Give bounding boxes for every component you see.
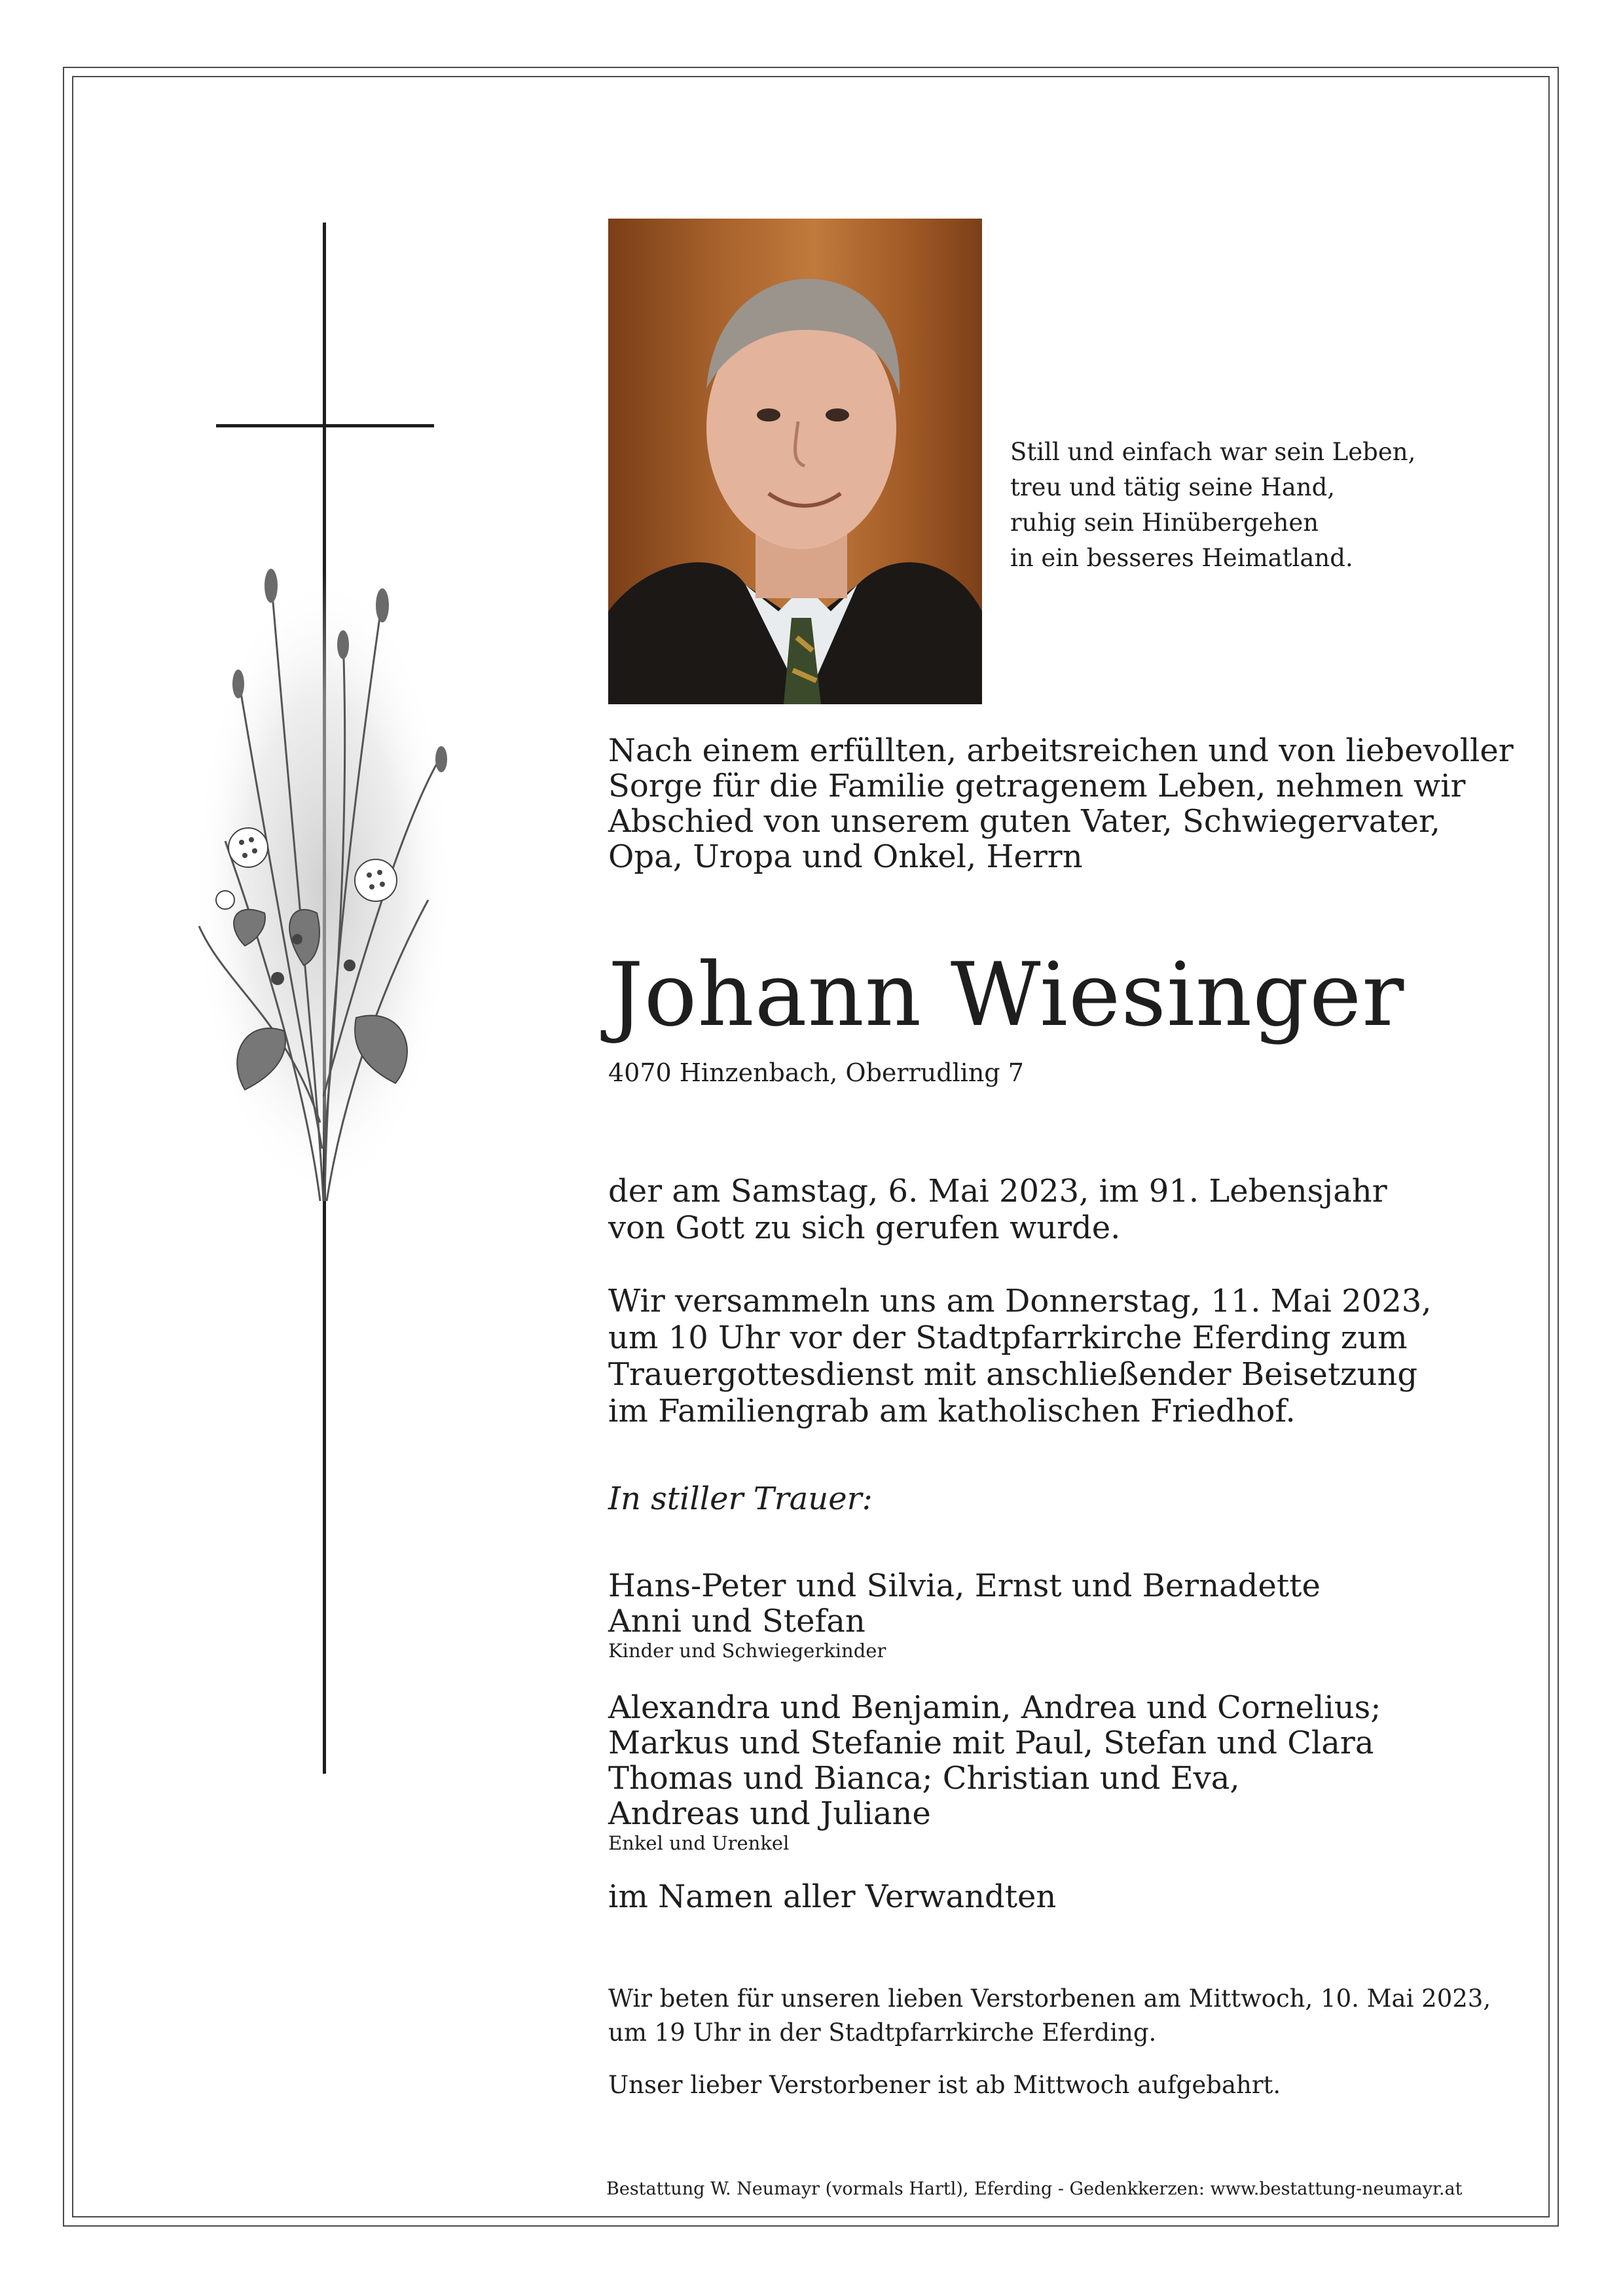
grandchildren-caption: Enkel und Urenkel: [608, 1832, 790, 1854]
portrait-photo: [608, 219, 982, 704]
funeral-details: Wir versammeln uns am Donnerstag, 11. Mai 2023, um 10 Uhr vor der Stadtpfarrkirche Eferding zum Trauergottesdienst mit anschließender Beisetzung im Familiengrab am katholischen Friedhof.: [608, 1283, 1432, 1429]
prayer-notice: Wir beten für unseren lieben Verstorbenen am Mittwoch, 10. Mai 2023, um 19 Uhr in der Stadtpfarrkirche Eferding.: [608, 1984, 1491, 2047]
laid-out-notice: Unser lieber Verstorbener ist ab Mittwoch aufgebahrt.: [608, 2071, 1281, 2099]
relatives-line: im Namen aller Verwandten: [608, 1878, 1057, 1915]
deceased-name: Johann Wiesinger: [608, 944, 1405, 1046]
mourning-label: In stiller Trauer:: [608, 1480, 873, 1517]
deceased-address: 4070 Hinzenbach, Oberrudling 7: [608, 1058, 1024, 1087]
cross-icon-horizontal: [216, 424, 434, 427]
death-notice: der am Samstag, 6. Mai 2023, im 91. Lebensjahr von Gott zu sich gerufen wurde.: [608, 1173, 1387, 1246]
intro-text: Nach einem erfüllten, arbeitsreichen und von liebevoller Sorge für die Familie getragenem Leben, nehmen wir Abschied von unserem guten Vater, Schwiegervater, Opa, Uropa und Onkel, Herrn: [608, 732, 1514, 875]
floral-decoration: [186, 560, 461, 1214]
children-list: Hans-Peter und Silvia, Ernst und Bernadette Anni und Stefan Kinder und Schwiegerkinder: [608, 1568, 1321, 1662]
poem: Still und einfach war sein Leben, treu und tätig seine Hand, ruhig sein Hinübergehen in ein besseres Heimatland.: [1010, 438, 1416, 572]
children-caption: Kinder und Schwiegerkinder: [608, 1640, 886, 1662]
footer-credit: Bestattung W. Neumayr (vormals Hartl), Eferding - Gedenkkerzen: www.bestattung-neumayr.at: [606, 2179, 1463, 2199]
grandchildren-list: Alexandra und Benjamin, Andrea und Cornelius; Markus und Stefanie mit Paul, Stefan und Clara Thomas und Bianca; Christian und Eva, Andreas und Juliane Enkel und Urenkel: [608, 1689, 1381, 1854]
